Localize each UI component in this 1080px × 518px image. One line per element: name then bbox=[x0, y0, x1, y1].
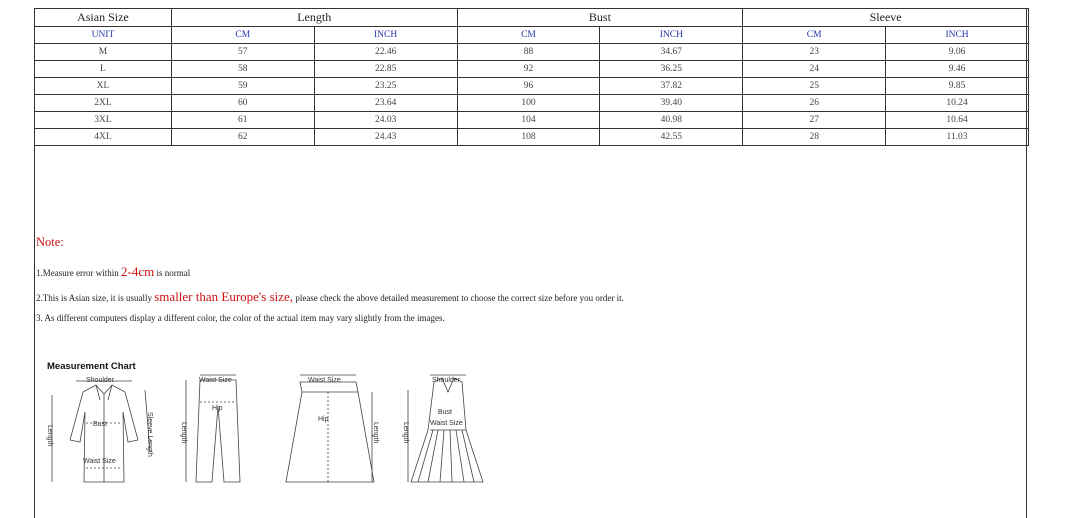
table-cell: 24.43 bbox=[314, 129, 457, 146]
trousers-icon bbox=[186, 375, 240, 482]
hip-label: Hip bbox=[212, 405, 223, 412]
table-cell: 23.64 bbox=[314, 95, 457, 112]
table-cell: 24.03 bbox=[314, 112, 457, 129]
note-line-2-pre: 2.This is Asian size, it is usually bbox=[36, 293, 155, 303]
unit-cell: INCH bbox=[600, 27, 743, 44]
table-cell: 26 bbox=[743, 95, 886, 112]
sleeve-length-label: Sleeve Length bbox=[146, 412, 153, 457]
table-cell: 100 bbox=[457, 95, 600, 112]
table-row bbox=[35, 95, 1029, 112]
waist-size-label: Waist Size bbox=[83, 458, 116, 465]
table-cell: 37.82 bbox=[600, 78, 743, 95]
table-cell: 40.98 bbox=[600, 112, 743, 129]
note-line-2 bbox=[36, 289, 624, 305]
length-label: Length bbox=[402, 422, 409, 444]
unit-cell: CM bbox=[457, 27, 600, 44]
table-cell: XL bbox=[35, 78, 172, 95]
table-cell: 3XL bbox=[35, 112, 172, 129]
table-row bbox=[35, 112, 1029, 129]
measurement-labels bbox=[46, 377, 463, 465]
note-line-1 bbox=[36, 264, 190, 280]
note-line-2-post: please check the above detailed measurement to choose the correct size before you order it. bbox=[293, 293, 624, 303]
table-cell: 92 bbox=[457, 61, 600, 78]
table-cell: 9.46 bbox=[886, 61, 1029, 78]
table-cell: 27 bbox=[743, 112, 886, 129]
table-cell: 62 bbox=[171, 129, 314, 146]
dress-icon bbox=[408, 375, 483, 482]
unit-cell: INCH bbox=[314, 27, 457, 44]
waist-size-label: Waist Size bbox=[430, 420, 463, 427]
skirt-icon bbox=[286, 375, 374, 482]
length-label: Length bbox=[180, 422, 187, 444]
table-cell: L bbox=[35, 61, 172, 78]
table-cell: 108 bbox=[457, 129, 600, 146]
length-label: Length bbox=[46, 425, 53, 447]
table-row bbox=[35, 78, 1029, 95]
length-label: Length bbox=[372, 422, 379, 444]
measurement-chart-title: Measurement Chart bbox=[47, 361, 136, 372]
table-cell: 58 bbox=[171, 61, 314, 78]
table-cell: 23 bbox=[743, 44, 886, 61]
header-bust: Bust bbox=[457, 9, 743, 27]
unit-cell: CM bbox=[171, 27, 314, 44]
note-line-1-highlight: 2-4cm bbox=[120, 264, 155, 279]
waist-size-label: Waist Size bbox=[308, 377, 341, 384]
header-length: Length bbox=[171, 9, 457, 27]
table-cell: 11.03 bbox=[886, 129, 1029, 146]
table-cell: 22.85 bbox=[314, 61, 457, 78]
table-cell: 104 bbox=[457, 112, 600, 129]
note-line-3: 3. As different computers display a different color, the color of the actual item may vary slightly from the images. bbox=[36, 313, 445, 323]
hip-label: Hip bbox=[318, 416, 329, 423]
table-cell: 23.25 bbox=[314, 78, 457, 95]
table-row bbox=[35, 44, 1029, 61]
header-asian-size: Asian Size bbox=[35, 9, 172, 27]
table-cell: 2XL bbox=[35, 95, 172, 112]
table-cell: 25 bbox=[743, 78, 886, 95]
table-cell: 60 bbox=[171, 95, 314, 112]
note-line-1-pre: 1.Measure error within bbox=[36, 268, 121, 278]
header-sleeve: Sleeve bbox=[743, 9, 1029, 27]
table-cell: 9.85 bbox=[886, 78, 1029, 95]
table-cell: 34.67 bbox=[600, 44, 743, 61]
waist-size-label: Waist Size bbox=[199, 377, 232, 384]
table-cell: 57 bbox=[171, 44, 314, 61]
table-cell: 9.06 bbox=[886, 44, 1029, 61]
note-line-1-post: is normal bbox=[154, 268, 191, 278]
table-cell: 36.25 bbox=[600, 61, 743, 78]
shirt-icon bbox=[52, 381, 150, 482]
table-cell: 39.40 bbox=[600, 95, 743, 112]
table-cell: 42.55 bbox=[600, 129, 743, 146]
note-line-2-highlight: smaller than Europe's size, bbox=[154, 289, 294, 304]
unit-row bbox=[35, 27, 1029, 44]
shoulder-label: Shoulder bbox=[86, 377, 115, 384]
table-cell: M bbox=[35, 44, 172, 61]
note-title: Note: bbox=[36, 235, 64, 249]
table-row bbox=[35, 129, 1029, 146]
table-row bbox=[35, 61, 1029, 78]
table-cell: 96 bbox=[457, 78, 600, 95]
table-cell: 10.64 bbox=[886, 112, 1029, 129]
table-cell: 22.46 bbox=[314, 44, 457, 61]
table-cell: 4XL bbox=[35, 129, 172, 146]
size-table bbox=[34, 8, 1029, 146]
shoulder-label: Shoulder bbox=[432, 377, 461, 384]
table-cell: 59 bbox=[171, 78, 314, 95]
table-cell: 24 bbox=[743, 61, 886, 78]
measurement-chart-image bbox=[38, 370, 498, 495]
table-cell: 88 bbox=[457, 44, 600, 61]
table-cell: 28 bbox=[743, 129, 886, 146]
bust-label: Bust bbox=[438, 409, 453, 416]
unit-cell: UNIT bbox=[35, 27, 172, 44]
bust-label: Bust bbox=[93, 421, 108, 428]
table-header-row bbox=[35, 9, 1029, 27]
unit-cell: INCH bbox=[886, 27, 1029, 44]
table-cell: 61 bbox=[171, 112, 314, 129]
table-cell: 10.24 bbox=[886, 95, 1029, 112]
unit-cell: CM bbox=[743, 27, 886, 44]
